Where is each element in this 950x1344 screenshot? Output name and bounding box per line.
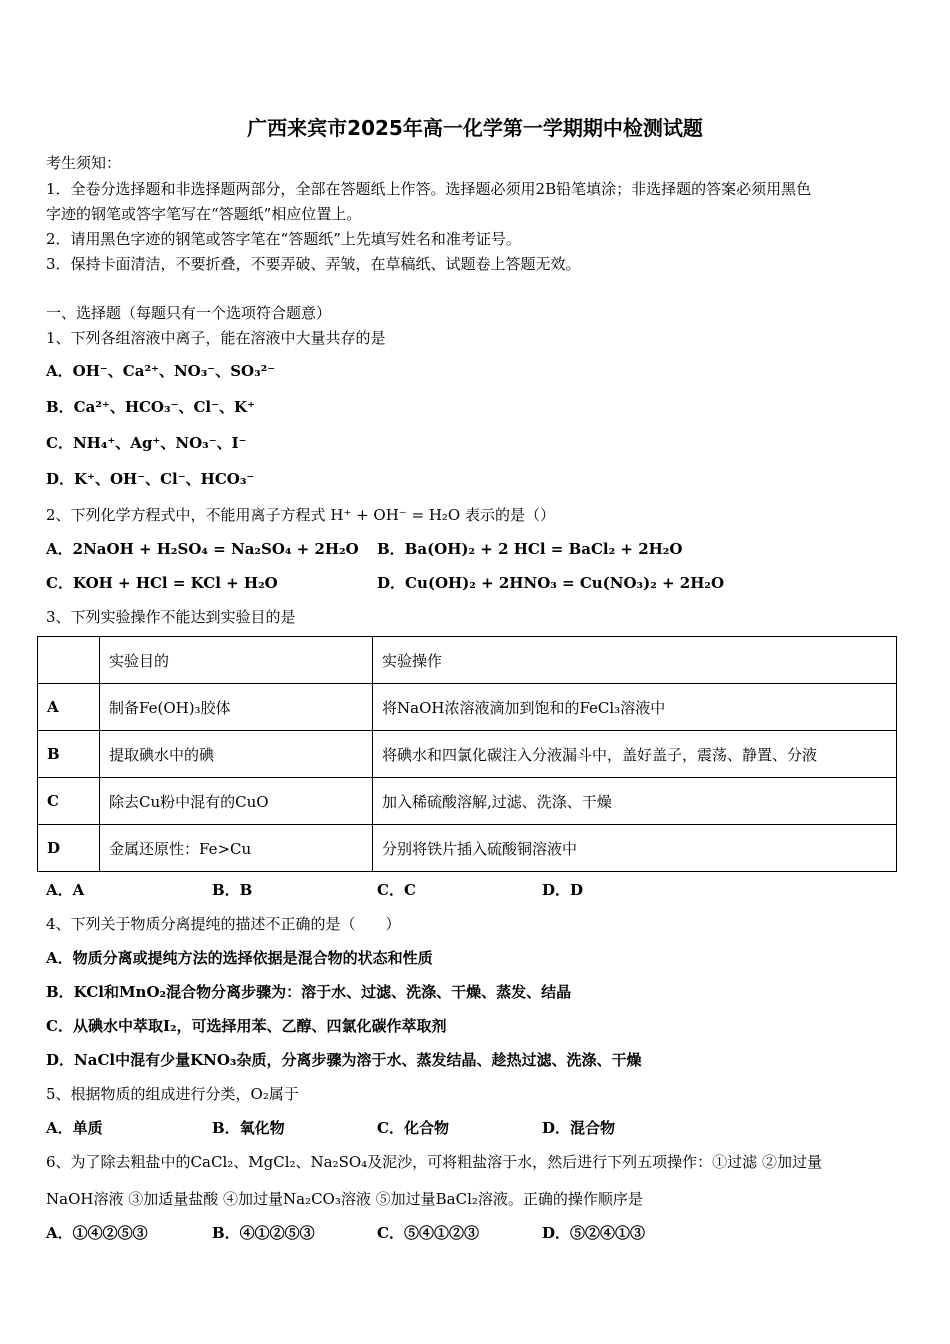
q6-stem-line-1: 6、为了除去粗盐中的CaCl₂、MgCl₂、Na₂SO₄及泥沙，可将粗盐溶于水，然后进行下列五项操作：①过滤 ②加过量	[46, 1153, 822, 1171]
table-row	[38, 778, 897, 825]
row-purpose: 提取碘水中的碘	[100, 731, 373, 778]
q6-stem-line-2: NaOH溶液 ③加适量盐酸 ④加过量Na₂CO₃溶液 ⑤加过量BaCl₂溶液。正确的操作顺序是	[46, 1190, 643, 1208]
q6-option-d: D．⑤②④①③	[542, 1224, 646, 1242]
q5-option-d: D．混合物	[542, 1119, 616, 1137]
header-cell-operation: 实验操作	[373, 637, 897, 684]
q4-stem: 4、下列关于物质分离提纯的描述不正确的是（ ）	[46, 915, 401, 933]
notice-item-2: 2．请用黑色字迹的钢笔或答字笔在“答题纸”上先填写姓名和准考证号。	[46, 230, 521, 248]
q2-stem: 2、下列化学方程式中，不能用离子方程式 H⁺ + OH⁻ = H₂O 表示的是（）	[46, 506, 555, 524]
q5-option-c: C．化合物	[377, 1119, 449, 1137]
q5-stem: 5、根据物质的组成进行分类，O₂属于	[46, 1085, 299, 1103]
q5-option-a: A．单质	[46, 1119, 103, 1137]
q2-option-b: B．Ba(OH)₂ + 2 HCl = BaCl₂ + 2H₂O	[377, 540, 683, 558]
table-row	[38, 825, 897, 872]
q6-option-a: A．①④②⑤③	[46, 1224, 148, 1242]
row-operation: 将碘水和四氯化碳注入分液漏斗中，盖好盖子，震荡、静置、分液	[373, 731, 897, 778]
q4-option-c: C．从碘水中萃取I₂，可选择用苯、乙醇、四氯化碳作萃取剂	[46, 1017, 447, 1035]
q1-option-b: B．Ca²⁺、HCO₃⁻、Cl⁻、K⁺	[46, 398, 255, 416]
q2-option-c: C．KOH + HCl = KCl + H₂O	[46, 574, 278, 592]
row-operation: 分别将铁片插入硫酸铜溶液中	[373, 825, 897, 872]
q3-option-d: D．D	[542, 881, 584, 899]
row-purpose: 金属还原性：Fe>Cu	[100, 825, 373, 872]
page-title: 广西来宾市2025年高一化学第一学期期中检测试题	[247, 116, 703, 140]
notice-item-3: 3．保持卡面清洁，不要折叠，不要弄破、弄皱，在草稿纸、试题卷上答题无效。	[46, 255, 581, 273]
row-label: C	[38, 778, 100, 825]
q3-option-b: B．B	[212, 881, 253, 899]
q1-option-d: D．K⁺、OH⁻、Cl⁻、HCO₃⁻	[46, 470, 255, 488]
q6-option-c: C．⑤④①②③	[377, 1224, 479, 1242]
q4-option-b: B．KCl和MnO₂混合物分离步骤为：溶于水、过滤、洗涤、干燥、蒸发、结晶	[46, 983, 572, 1001]
row-operation: 加入稀硫酸溶解,过滤、洗涤、干燥	[373, 778, 897, 825]
notice-item-1a: 1．全卷分选择题和非选择题两部分，全部在答题纸上作答。选择题必须用2B铅笔填涂；非选择题的答案必须用黑色	[46, 180, 812, 198]
row-operation: 将NaOH浓溶液滴加到饱和的FeCl₃溶液中	[373, 684, 897, 731]
q1-option-c: C．NH₄⁺、Ag⁺、NO₃⁻、I⁻	[46, 434, 247, 452]
header-cell-purpose: 实验目的	[100, 637, 373, 684]
q6-option-b: B．④①②⑤③	[212, 1224, 315, 1242]
table-header-row	[38, 637, 897, 684]
q2-option-d: D．Cu(OH)₂ + 2HNO₃ = Cu(NO₃)₂ + 2H₂O	[377, 574, 725, 592]
row-purpose: 除去Cu粉中混有的CuO	[100, 778, 373, 825]
row-purpose: 制备Fe(OH)₃胶体	[100, 684, 373, 731]
q1-option-a: A．OH⁻、Ca²⁺、NO₃⁻、SO₃²⁻	[46, 362, 276, 380]
experiment-table	[37, 636, 897, 872]
row-label: D	[38, 825, 100, 872]
q5-option-b: B．氧化物	[212, 1119, 285, 1137]
table-row	[38, 731, 897, 778]
row-label: A	[38, 684, 100, 731]
q3-option-c: C．C	[377, 881, 416, 899]
section-heading: 一、选择题（每题只有一个选项符合题意）	[46, 304, 332, 322]
q4-option-a: A．物质分离或提纯方法的选择依据是混合物的状态和性质	[46, 949, 433, 967]
notice-heading: 考生须知：	[46, 154, 122, 172]
q2-option-a: A．2NaOH + H₂SO₄ = Na₂SO₄ + 2H₂O	[46, 540, 359, 558]
table-row	[38, 684, 897, 731]
notice-item-1b: 字迹的钢笔或答字笔写在“答题纸”相应位置上。	[46, 205, 362, 223]
q4-option-d: D．NaCl中混有少量KNO₃杂质，分离步骤为溶于水、蒸发结晶、趁热过滤、洗涤、干燥	[46, 1051, 642, 1069]
q1-stem: 1、下列各组溶液中离子，能在溶液中大量共存的是	[46, 329, 386, 347]
q3-option-a: A．A	[46, 881, 85, 899]
q3-stem: 3、下列实验操作不能达到实验目的是	[46, 608, 296, 626]
row-label: B	[38, 731, 100, 778]
header-cell-label	[38, 637, 100, 684]
